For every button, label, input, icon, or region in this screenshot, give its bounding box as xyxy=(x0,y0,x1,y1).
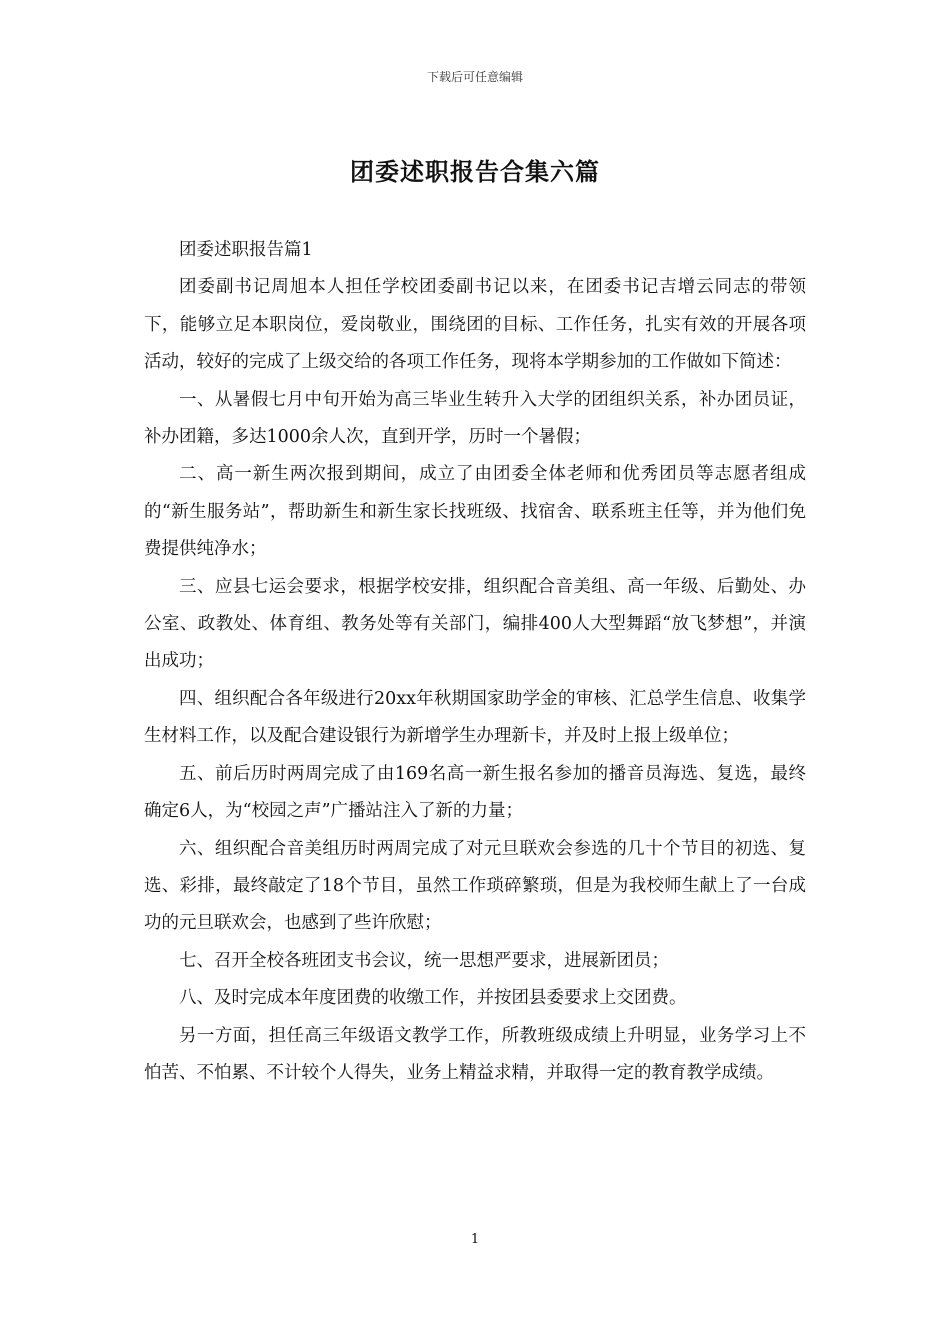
paragraph: 八、及时完成本年度团费的收缴工作，并按团县委要求上交团费。 xyxy=(179,988,687,1009)
paragraph: 四、组织配合各年级进行20xx年秋期国家助学金的审核、汇总学生信息、收集学生材料工作，以及配合建设银行为新增学生办理新卡，并及时上报上级单位； xyxy=(144,688,806,747)
paragraph: 团委副书记周旭本人担任学校团委副书记以来，在团委书记吉增云同志的带领下，能够立足本职岗位，爱岗敬业，围绕团的目标、工作任务，扎实有效的开展各项活动，较好的完成了上级交给的各项工作任务，现将本学期参加的工作做如下简述： xyxy=(144,277,806,373)
section-heading: 团委述职报告篇1 xyxy=(179,240,313,260)
paragraph: 七、召开全校各班团支书会议，统一思想严要求，进展新团员； xyxy=(179,950,669,971)
document-title: 团委述职报告合集六篇 xyxy=(350,157,600,186)
paragraph: 一、从暑假七月中旬开始为高三毕业生转升入大学的团组织关系，补办团员证，补办团籍，多达1000余人次，直到开学，历时一个暑假； xyxy=(144,389,806,448)
paragraph: 三、应县七运会要求，根据学校安排，组织配合音美组、高一年级、后勤处、办公室、政教处、体育组、教务处等有关部门，编排400人大型舞蹈“放飞梦想”，并演出成功； xyxy=(144,576,806,672)
document-body xyxy=(144,232,806,1092)
paragraph: 二、高一新生两次报到期间，成立了由团委全体老师和优秀团员等志愿者组成的“新生服务站”，帮助新生和新生家长找班级、找宿舍、联系班主任等，并为他们免费提供纯净水； xyxy=(144,464,806,560)
page-number: 1 xyxy=(470,1232,480,1247)
header-note: 下载后可任意编辑 xyxy=(426,70,523,84)
paragraph: 六、组织配合音美组历时两周完成了对元旦联欢会参选的几十个节目的初选、复选、彩排，最终敲定了18个节目，虽然工作琐碎繁琐，但是为我校师生献上了一台成功的元旦联欢会，也感到了些许欣慰； xyxy=(144,838,806,934)
paragraph: 五、前后历时两周完成了由169名高一新生报名参加的播音员海选、复选，最终确定6人，为“校园之声”广播站注入了新的力量； xyxy=(144,763,806,822)
paragraph: 另一方面，担任高三年级语文教学工作，所教班级成绩上升明显，业务学习上不怕苦、不怕累、不计较个人得失，业务上精益求精，并取得一定的教育教学成绩。 xyxy=(144,1025,806,1083)
